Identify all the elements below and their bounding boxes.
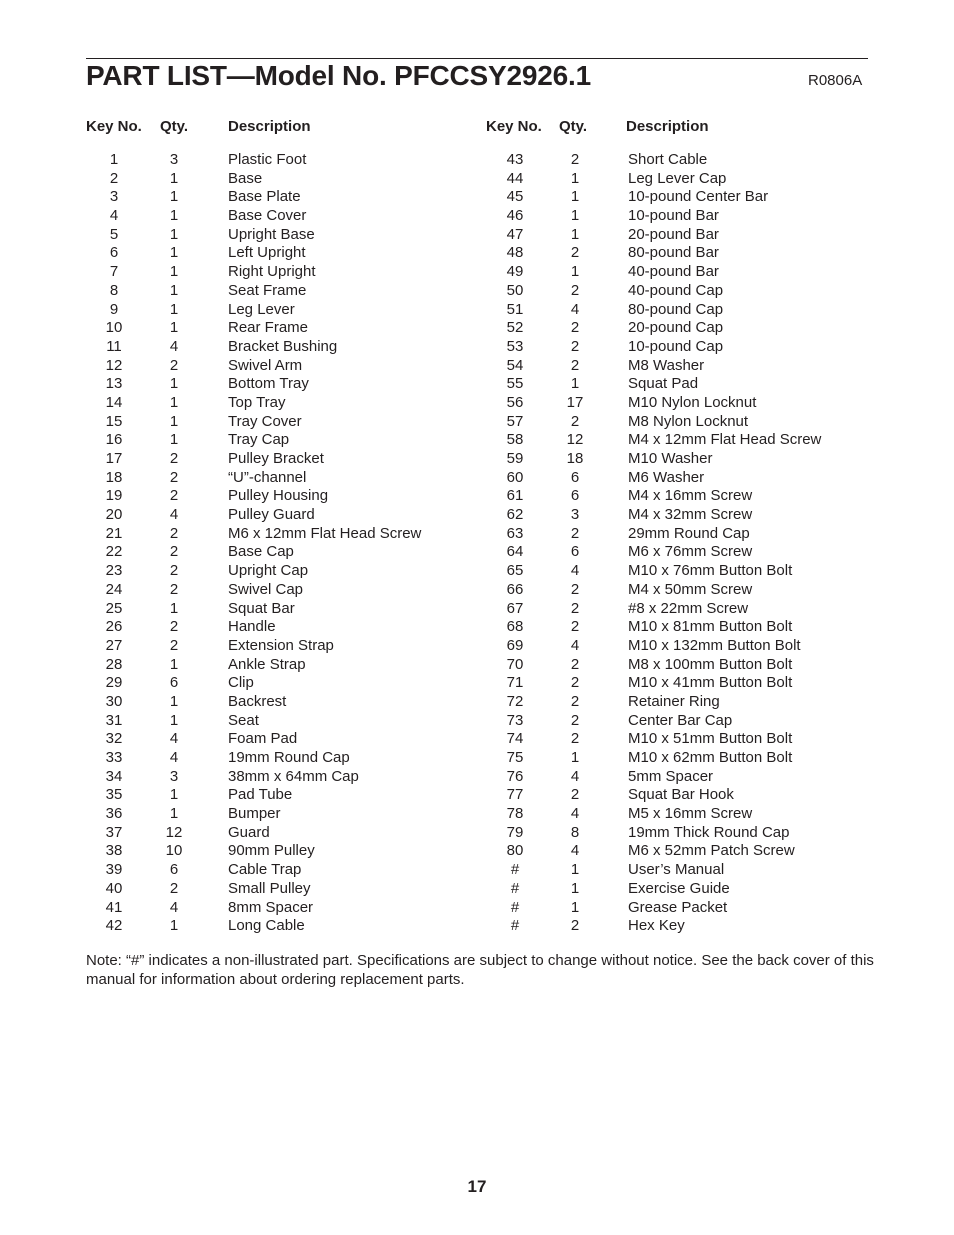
key-number: 46 (506, 207, 524, 225)
part-description: 10-pound Bar (628, 207, 719, 225)
quantity: 1 (570, 879, 580, 897)
part-description: 19mm Round Cap (228, 749, 350, 766)
quantity: 4 (570, 767, 580, 785)
key-number: 55 (506, 375, 524, 393)
part-description: Rear Frame (228, 319, 309, 337)
header-qty-right: Qty. (559, 118, 588, 135)
header-qty-left: Qty. (160, 118, 189, 135)
quantity: 1 (169, 375, 179, 393)
quantity: 2 (169, 618, 179, 636)
quantity: 1 (570, 898, 580, 916)
quantity: 1 (570, 375, 580, 393)
key-number: 4 (109, 207, 119, 225)
quantity: 3 (570, 506, 580, 524)
part-description: Squat Bar Hook (628, 786, 734, 804)
key-number: 28 (105, 655, 123, 673)
part-description: Pulley Guard (228, 506, 315, 524)
quantity: 1 (169, 319, 179, 337)
key-number: 59 (506, 450, 524, 467)
quantity: 2 (169, 468, 179, 486)
quantity: 1 (169, 263, 179, 281)
part-description: Bumper (228, 805, 281, 823)
quantity: 4 (169, 898, 179, 916)
key-number: 74 (506, 730, 524, 748)
key-number: # (510, 879, 520, 897)
key-number: 71 (506, 674, 524, 692)
quantity: 1 (169, 431, 179, 449)
key-number: 77 (506, 786, 524, 804)
quantity: 4 (169, 506, 179, 524)
key-number: 66 (506, 580, 524, 598)
part-description: M10 x 132mm Button Bolt (628, 636, 801, 654)
part-description: Plastic Foot (228, 151, 307, 168)
part-description: 10-pound Cap (628, 337, 724, 355)
part-description: 38mm x 64mm Cap (228, 767, 359, 785)
quantity: 2 (570, 337, 580, 355)
part-description: Base Plate (228, 188, 301, 206)
key-number: 35 (105, 786, 123, 804)
key-number: 10 (105, 319, 123, 337)
quantity: 2 (169, 543, 179, 561)
key-number: 38 (105, 842, 123, 860)
page-title: PART LIST—Model No. PFCCSY2926.1 (86, 60, 591, 91)
quantity: 2 (570, 599, 580, 617)
quantity: 1 (570, 263, 580, 281)
quantity: 6 (570, 543, 580, 561)
part-description: M6 x 12mm Flat Head Screw (228, 524, 422, 542)
key-number: 29 (105, 674, 123, 692)
part-description: M8 x 100mm Button Bolt (628, 655, 793, 673)
footnote: Note: “#” indicates a non-illustrated part. Specifications are subject to change without notice. See the back cover of this manual for information about ordering replacement parts. (86, 952, 874, 988)
key-number: 9 (109, 300, 119, 318)
key-number: 32 (105, 730, 123, 748)
key-number: 3 (109, 188, 119, 206)
key-number: 73 (506, 711, 524, 729)
key-number: 61 (506, 487, 524, 505)
quantity: 2 (169, 524, 179, 542)
part-description: M6 x 76mm Screw (628, 543, 753, 561)
key-number: 60 (506, 468, 524, 486)
part-description: Short Cable (628, 151, 708, 168)
key-number: 53 (506, 337, 524, 355)
part-description: Top Tray (228, 393, 286, 411)
part-description: Extension Strap (228, 636, 334, 654)
quantity: 2 (570, 674, 580, 692)
quantity: 1 (570, 188, 580, 206)
key-number: 62 (506, 506, 524, 524)
quantity: 3 (169, 767, 179, 785)
part-description: Base (228, 169, 263, 187)
part-description: Left Upright (228, 244, 306, 262)
key-number: 54 (506, 356, 524, 374)
key-number: 21 (105, 524, 123, 542)
quantity: 2 (570, 356, 580, 374)
quantity: 1 (169, 225, 179, 243)
quantity: 8 (570, 823, 580, 841)
part-description: User’s Manual (628, 861, 725, 879)
quantity: 2 (570, 412, 580, 430)
part-description: M5 x 16mm Screw (628, 805, 753, 823)
key-number: 57 (506, 412, 524, 430)
quantity: 2 (169, 562, 179, 580)
quantity: 2 (169, 879, 179, 897)
quantity: 2 (570, 151, 580, 168)
quantity: 1 (570, 207, 580, 225)
key-number: 19 (105, 487, 123, 505)
key-number: 41 (105, 898, 123, 916)
quantity: 1 (169, 169, 179, 187)
quantity: 2 (169, 636, 179, 654)
quantity: 1 (169, 281, 179, 299)
key-number: 16 (105, 431, 123, 449)
part-description: Right Upright (228, 263, 316, 281)
part-description: Upright Cap (228, 562, 309, 580)
quantity: 1 (570, 861, 580, 879)
quantity: 17 (566, 393, 584, 411)
part-description: Bottom Tray (228, 375, 309, 393)
quantity: 1 (169, 300, 179, 318)
quantity: 1 (169, 393, 179, 411)
part-description: M8 Nylon Locknut (628, 412, 749, 430)
key-number: # (510, 898, 520, 916)
part-description: M4 x 32mm Screw (628, 506, 753, 524)
key-number: 24 (105, 580, 123, 598)
key-number: 6 (109, 244, 119, 262)
key-number: 23 (105, 562, 123, 580)
quantity: 2 (570, 730, 580, 748)
part-description: Base Cap (228, 543, 294, 561)
part-description: Seat Frame (228, 281, 307, 299)
quantity: 2 (570, 580, 580, 598)
quantity: 2 (570, 917, 580, 935)
quantity: 6 (570, 487, 580, 505)
quantity: 6 (570, 468, 580, 486)
part-description: Tray Cover (228, 412, 302, 430)
key-number: 43 (506, 151, 524, 168)
quantity: 4 (570, 562, 580, 580)
part-description: M10 x 51mm Button Bolt (628, 730, 793, 748)
key-number: 63 (506, 524, 524, 542)
part-description: Guard (228, 823, 270, 841)
part-description: 80-pound Bar (628, 244, 719, 262)
quantity: 1 (169, 599, 179, 617)
part-description: Grease Packet (628, 898, 728, 916)
part-description: Long Cable (228, 917, 305, 935)
key-number: 51 (506, 300, 524, 318)
part-description: M4 x 12mm Flat Head Screw (628, 431, 822, 449)
quantity: 2 (169, 356, 179, 374)
key-number: 48 (506, 244, 524, 262)
quantity: 4 (570, 636, 580, 654)
key-number: 22 (105, 543, 123, 561)
part-description: M4 x 50mm Screw (628, 580, 753, 598)
key-number: 80 (506, 842, 524, 860)
part-description: Swivel Arm (228, 356, 303, 374)
quantity: 4 (169, 337, 179, 355)
key-number: 31 (105, 711, 123, 729)
part-description: 10-pound Center Bar (628, 188, 769, 206)
part-description: Tray Cap (228, 431, 290, 449)
key-number: 34 (105, 767, 123, 785)
key-number: 79 (506, 823, 524, 841)
quantity: 4 (570, 842, 580, 860)
key-number: 2 (109, 169, 119, 187)
key-number: 12 (105, 356, 123, 374)
part-description: “U”-channel (228, 468, 307, 486)
part-description: M10 x 81mm Button Bolt (628, 618, 793, 636)
part-description: #8 x 22mm Screw (628, 599, 749, 617)
key-number: 20 (105, 506, 123, 524)
key-number: 50 (506, 281, 524, 299)
key-number: 13 (105, 375, 123, 393)
quantity: 2 (570, 655, 580, 673)
key-number: 56 (506, 393, 524, 411)
part-description: Handle (228, 618, 276, 636)
part-description: 40-pound Cap (628, 281, 724, 299)
quantity: 1 (169, 207, 179, 225)
part-description: Center Bar Cap (628, 711, 733, 729)
quantity: 18 (566, 450, 584, 467)
quantity: 1 (169, 711, 179, 729)
part-description: M10 Washer (628, 450, 713, 467)
key-number: 78 (506, 805, 524, 823)
quantity: 2 (570, 618, 580, 636)
part-description: M6 x 52mm Patch Screw (628, 842, 795, 860)
quantity: 1 (169, 805, 179, 823)
key-number: 27 (105, 636, 123, 654)
quantity: 1 (169, 655, 179, 673)
key-number: 69 (506, 636, 524, 654)
part-description: 90mm Pulley (228, 842, 315, 860)
key-number: 5 (109, 225, 119, 243)
key-number: 40 (105, 879, 123, 897)
part-description: M10 Nylon Locknut (628, 393, 757, 411)
part-description: M8 Washer (628, 356, 705, 374)
quantity: 1 (169, 917, 179, 935)
quantity: 4 (169, 730, 179, 748)
part-description: Retainer Ring (628, 692, 720, 710)
key-number: 70 (506, 655, 524, 673)
quantity: 2 (169, 487, 179, 505)
key-number: 44 (506, 169, 524, 187)
quantity: 1 (169, 786, 179, 804)
part-description: Pulley Housing (228, 487, 329, 505)
quantity: 2 (570, 524, 580, 542)
key-number: 36 (105, 805, 123, 823)
key-number: 65 (506, 562, 524, 580)
part-description: Hex Key (628, 917, 685, 935)
quantity: 2 (570, 244, 580, 262)
header-desc-left: Description (228, 118, 311, 135)
key-number: 49 (506, 263, 524, 281)
quantity: 2 (570, 319, 580, 337)
part-description: Leg Lever Cap (628, 169, 727, 187)
key-number: 14 (105, 393, 123, 411)
quantity: 12 (165, 823, 183, 841)
key-number: 15 (105, 412, 123, 430)
part-description: Cable Trap (228, 861, 302, 879)
key-number: 42 (105, 917, 123, 935)
quantity: 1 (169, 244, 179, 262)
part-description: Base Cover (228, 207, 307, 225)
part-description: 19mm Thick Round Cap (628, 823, 790, 841)
part-description: M6 Washer (628, 468, 705, 486)
part-description: M10 x 41mm Button Bolt (628, 674, 793, 692)
header-desc-right: Description (626, 118, 709, 135)
part-description: Foam Pad (228, 730, 298, 748)
key-number: 30 (105, 692, 123, 710)
quantity: 2 (570, 281, 580, 299)
quantity: 2 (570, 692, 580, 710)
quantity: 3 (169, 151, 179, 168)
part-description: Upright Base (228, 225, 315, 243)
part-description: M10 x 76mm Button Bolt (628, 562, 793, 580)
quantity: 1 (169, 412, 179, 430)
part-description: Backrest (228, 692, 287, 710)
key-number: 11 (106, 337, 122, 355)
header-key-left: Key No. (86, 118, 142, 135)
part-description: Pulley Bracket (228, 450, 324, 467)
quantity: 2 (169, 450, 179, 467)
key-number: 26 (105, 618, 123, 636)
key-number: 52 (506, 319, 524, 337)
part-description: 5mm Spacer (628, 767, 714, 785)
quantity: 10 (165, 842, 183, 860)
key-number: 8 (109, 281, 119, 299)
part-description: Small Pulley (228, 879, 311, 897)
key-number: 75 (506, 749, 524, 766)
key-number: 67 (506, 599, 524, 617)
quantity: 1 (169, 692, 179, 710)
part-description: Swivel Cap (228, 580, 304, 598)
part-description: M10 x 62mm Button Bolt (628, 749, 793, 766)
part-description: Clip (228, 674, 254, 692)
page-number: 17 (467, 1177, 487, 1196)
quantity: 1 (169, 188, 179, 206)
quantity: 1 (570, 225, 580, 243)
key-number: 18 (105, 468, 123, 486)
quantity: 2 (570, 786, 580, 804)
part-description: 40-pound Bar (628, 263, 719, 281)
quantity: 12 (566, 431, 584, 449)
quantity: 2 (570, 711, 580, 729)
key-number: # (510, 917, 520, 935)
key-number: 47 (506, 225, 524, 243)
part-description: Seat (228, 711, 259, 729)
quantity: 4 (570, 805, 580, 823)
part-description: Ankle Strap (228, 655, 306, 673)
quantity: 6 (169, 861, 179, 879)
part-description: Squat Bar (228, 599, 295, 617)
key-number: 7 (109, 263, 119, 281)
quantity: 1 (570, 749, 580, 766)
part-description: Pad Tube (228, 786, 293, 804)
key-number: 33 (105, 749, 123, 766)
key-number: 1 (109, 151, 119, 168)
key-number: 37 (105, 823, 123, 841)
part-description: 29mm Round Cap (628, 524, 750, 542)
key-number: 39 (105, 861, 123, 879)
quantity: 6 (169, 674, 179, 692)
key-number: # (510, 861, 520, 879)
part-description: Exercise Guide (628, 879, 730, 897)
key-number: 76 (506, 767, 524, 785)
quantity: 2 (169, 580, 179, 598)
key-number: 17 (105, 450, 123, 467)
key-number: 64 (506, 543, 524, 561)
key-number: 68 (506, 618, 524, 636)
key-number: 72 (506, 692, 524, 710)
key-number: 25 (105, 599, 123, 617)
quantity: 1 (570, 169, 580, 187)
part-description: 20-pound Cap (628, 319, 724, 337)
key-number: 45 (506, 188, 524, 206)
part-description: Bracket Bushing (228, 337, 338, 355)
header-key-right: Key No. (486, 118, 542, 135)
part-description: 80-pound Cap (628, 300, 724, 318)
quantity: 4 (570, 300, 580, 318)
quantity: 4 (169, 749, 179, 766)
part-description: 20-pound Bar (628, 225, 719, 243)
part-description: 8mm Spacer (228, 898, 314, 916)
part-description: M4 x 16mm Screw (628, 487, 753, 505)
part-description: Squat Pad (628, 375, 699, 393)
key-number: 58 (506, 431, 524, 449)
document-code: R0806A (808, 72, 863, 89)
part-description: Leg Lever (228, 300, 295, 318)
